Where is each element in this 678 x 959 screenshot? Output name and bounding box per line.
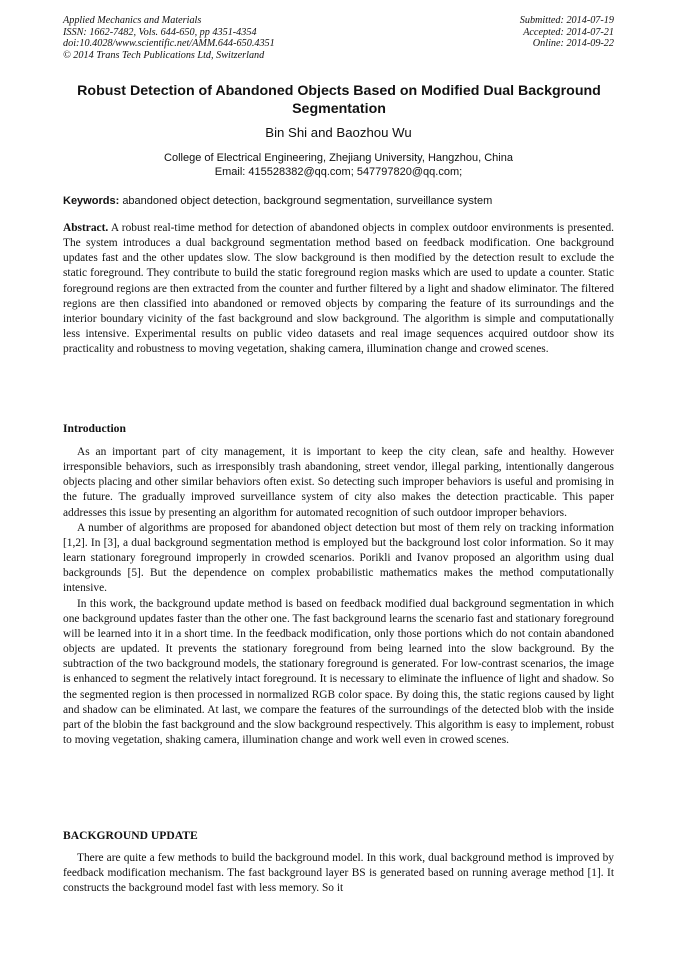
keywords-text: abandoned object detection, background segmentation, surveillance system bbox=[122, 195, 493, 207]
journal-name: Applied Mechanics and Materials bbox=[63, 15, 202, 26]
abstract bbox=[63, 221, 614, 357]
submission-dates bbox=[520, 15, 614, 50]
background-update-heading: BACKGROUND UPDATE bbox=[63, 829, 198, 842]
intro-paragraph-3: In this work, the background update method is based on feedback modified dual background segmentation in which one background updates faster than the other one. The fast background learns the scenario fast and stationary foreground will be learned into it in a short time. In the feedback modification, only those portions which do not contain abandoned objects are updated. It prevents the stationary foreground from being learned into the slow background. By the subtraction of the two background models, the stationary foreground is generated. For low-contrast scenarios, the image is enhanced to segment the relatively intact foreground. It is necessary to eliminate the influence of light and shadow. So the segmented region is then processed in normalized RGB color space. By doing this, the static regions caused by light and shadow can be eliminated. At last, we compare the features of the surroundings of the detected blob with the inside part of the blobin the fast background and the slow background respectively. This algorithm is easy to implement, robust to moving vegetation, shaking camera, illumination change and work well even in crowed scenes. bbox=[63, 597, 614, 746]
intro-paragraph-1: As an important part of city management, it is important to keep the city clean, safe and healthy. However irresponsible behaviors, such as irresponsibly trash abandoning, street vendor, illegal parking, intentionally dangerous objects placing and other similar behaviors often exist. So detecting such improper behaviors is useful and promising in the future. The gradually improved surveillance system of city also makes the detection practicable. This paper addresses this issue by presenting an algorithm for automated recognition of such outdoor improper behaviors. bbox=[63, 446, 614, 519]
accepted-date: Accepted: 2014-07-21 bbox=[523, 26, 614, 38]
keywords bbox=[63, 194, 614, 208]
submitted-date: Submitted: 2014-07-19 bbox=[519, 15, 614, 26]
paper-authors: Bin Shi and Baozhou Wu bbox=[265, 125, 412, 140]
online-date: Online: 2014-09-22 bbox=[532, 38, 614, 50]
doi-line: doi:10.4028/www.scientific.net/AMM.644-650.4351 bbox=[63, 38, 275, 50]
intro-paragraph-2: A number of algorithms are proposed for abandoned object detection but most of them rely on tracking information [1,2]. In [3], a dual background segmentation method is employed but the background lost color information. So it may learn stationary foreground improperly in crowded scenarios. Porikli and Ivanov proposed an algorithm using dual backgrounds [5]. But the dependence on complex probabilistic mathematics makes the method computationally intensive. bbox=[63, 521, 614, 595]
background-paragraph-1: There are quite a few methods to build the background model. In this work, dual background method is improved by feedback modification mechanism. The fast background layer BS is generated based on running average method [1]. It constructs the background model fast with less memory. So it bbox=[63, 852, 614, 895]
journal-info bbox=[63, 15, 275, 61]
background-update-body bbox=[63, 851, 614, 896]
abstract-text: A robust real-time method for detection of abandoned objects in complex outdoor environments is presented. The system introduces a dual background segmentation method based on feedback modification. One background updates fast and the other updates slow. The slow background is then modified by the detection result to exclude the static foreground. They contribute to build the static foreground region masks which are used to update a counter. Static foreground regions are then extracted from the counter and further filtered by a light and shadow eliminator. The filtered regions are then classified into abandoned or removed objects by comparing the feature of its surroundings and the interior boundary vicinity of the fast background and slow background. The algorithm is simple and computationally less intensive. Experimental results on public video datasets and real image sequences acquired outdoor show its practicality and robustness to moving vegetation, shaking camera, illumination change and crowed scenes. bbox=[63, 222, 615, 356]
affiliation: College of Electrical Engineering, Zhejiang University, Hangzhou, China bbox=[164, 152, 513, 164]
issn-line: ISSN: 1662-7482, Vols. 644-650, pp 4351-4354 bbox=[63, 26, 257, 38]
keywords-label: Keywords: bbox=[63, 195, 120, 207]
copyright-line: © 2014 Trans Tech Publications Ltd, Switzerland bbox=[63, 49, 265, 61]
introduction-body bbox=[63, 445, 614, 748]
abstract-label: Abstract. bbox=[63, 222, 109, 234]
email: Email: 415528382@qq.com; 547797820@qq.com; bbox=[214, 166, 463, 178]
paper-title: Robust Detection of Abandoned Objects Based on Modified Dual Background Segmentation bbox=[77, 83, 601, 117]
affiliation-block bbox=[63, 151, 614, 179]
introduction-heading: Introduction bbox=[63, 422, 126, 435]
